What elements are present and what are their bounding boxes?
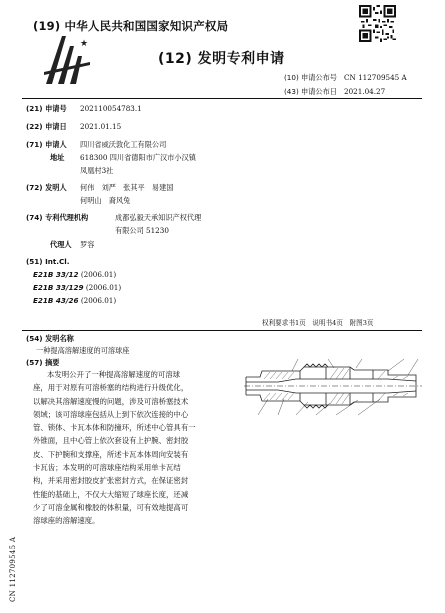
abstract-line: 少了可溶金属和橡胶的体积量，可有效地提高可: [33, 502, 189, 512]
applicant-label: (71) 申请人: [26, 140, 67, 149]
pub-number-label: (10) 申请公布号: [284, 73, 337, 82]
pub-date-label: (43) 申请公布日: [284, 87, 337, 96]
ipc-code: E21B 43/26: [33, 296, 79, 305]
ipc-version: (2006.01): [80, 296, 117, 305]
inventor-line-2: 何明山 裔风兔: [80, 196, 131, 205]
abstract-divider: [22, 330, 422, 331]
ipc-code: E21B 33/12: [33, 270, 79, 279]
applicant-value: 四川省威沃敦化工有限公司: [80, 140, 167, 149]
header-divider: [22, 98, 422, 99]
agency-line-2: 有限公司 51230: [115, 226, 169, 235]
app-number-value: 202110054783.1: [80, 104, 142, 113]
invention-title: 一种提高溶解速度的可溶球座: [36, 346, 130, 355]
ipc-row: [33, 296, 116, 306]
abstract-line: 座，用于对原有可溶桥塞的结构进行升级优化，: [33, 383, 189, 393]
inventor-line-1: 何伟 刘严 张其平 易建国: [80, 183, 174, 192]
abstract-label: (57) 摘要: [26, 358, 60, 367]
qr-code: [359, 5, 396, 42]
abstract-line: 溶球座的溶解速度。: [33, 516, 100, 526]
abstract-figure: [238, 355, 428, 417]
office-name: (19) 中华人民共和国国家知识产权局: [33, 19, 229, 33]
agency-line-1: 成都弘毅天承知识产权代理: [115, 213, 202, 222]
invention-title-label: (54) 发明名称: [26, 334, 74, 343]
svg-text:★: ★: [80, 39, 89, 49]
abstract-line: 皮、下护腕和支撑座，所述卡瓦本体周向安装有: [33, 449, 189, 459]
abstract-line: 以解决其溶解速度慢的问题，涉及可溶桥塞技术: [33, 396, 189, 406]
pub-date-value: 2021.04.27: [344, 87, 386, 96]
cnipa-logo: [40, 32, 96, 90]
ipc-version: (2006.01): [80, 270, 117, 279]
document-type: (12) 发明专利申请: [158, 51, 285, 67]
abstract-text: [33, 368, 196, 528]
ipc-label: (51) Int.Cl.: [26, 257, 70, 266]
abstract-line: 性能的基础上，不仅大大缩短了球座长度，还减: [33, 489, 189, 499]
abstract-line: 卡瓦齿；本发明的可溶球座结构采用单卡瓦结: [33, 463, 181, 473]
agency-label: (74) 专利代理机构: [26, 213, 89, 222]
address-label: 地址: [50, 153, 65, 162]
ipc-version: (2006.01): [85, 283, 122, 292]
ipc-code: E21B 33/129: [33, 283, 84, 292]
ipc-row: [33, 283, 121, 293]
page-count-info: 权利要求书1页 说明书4页 附图3页: [262, 319, 374, 327]
abstract-line: 管、锁体、卡瓦本体和防撞环，所述中心管具有一: [33, 423, 196, 433]
abstract-line: 构，并采用密封胶皮扩张密封方式，在保证密封: [33, 476, 189, 486]
address-line-2: 凤凰村3社: [80, 166, 114, 175]
inventor-label: (72) 发明人: [26, 183, 67, 192]
ipc-row: [33, 270, 116, 280]
app-number-label: (21) 申请号: [26, 104, 67, 113]
filing-date-value: 2021.01.15: [80, 122, 122, 131]
agent-value: 罗容: [80, 240, 95, 249]
side-publication-number: CN 112709545 A: [9, 536, 17, 602]
abstract-line: 领域；该可溶球座包括从上到下依次连接的中心: [33, 409, 189, 419]
address-line-1: 618300 四川省德阳市广汉市小汉镇: [80, 153, 196, 162]
abstract-line: 外锥面，且中心管上依次套设有上护腕、密封胶: [33, 436, 189, 446]
pub-number-value: CN 112709545 A: [344, 73, 407, 82]
agent-label: 代理人: [50, 240, 72, 249]
filing-date-label: (22) 申请日: [26, 122, 67, 131]
abstract-line: 本发明公开了一种提高溶解速度的可溶球: [47, 370, 181, 379]
